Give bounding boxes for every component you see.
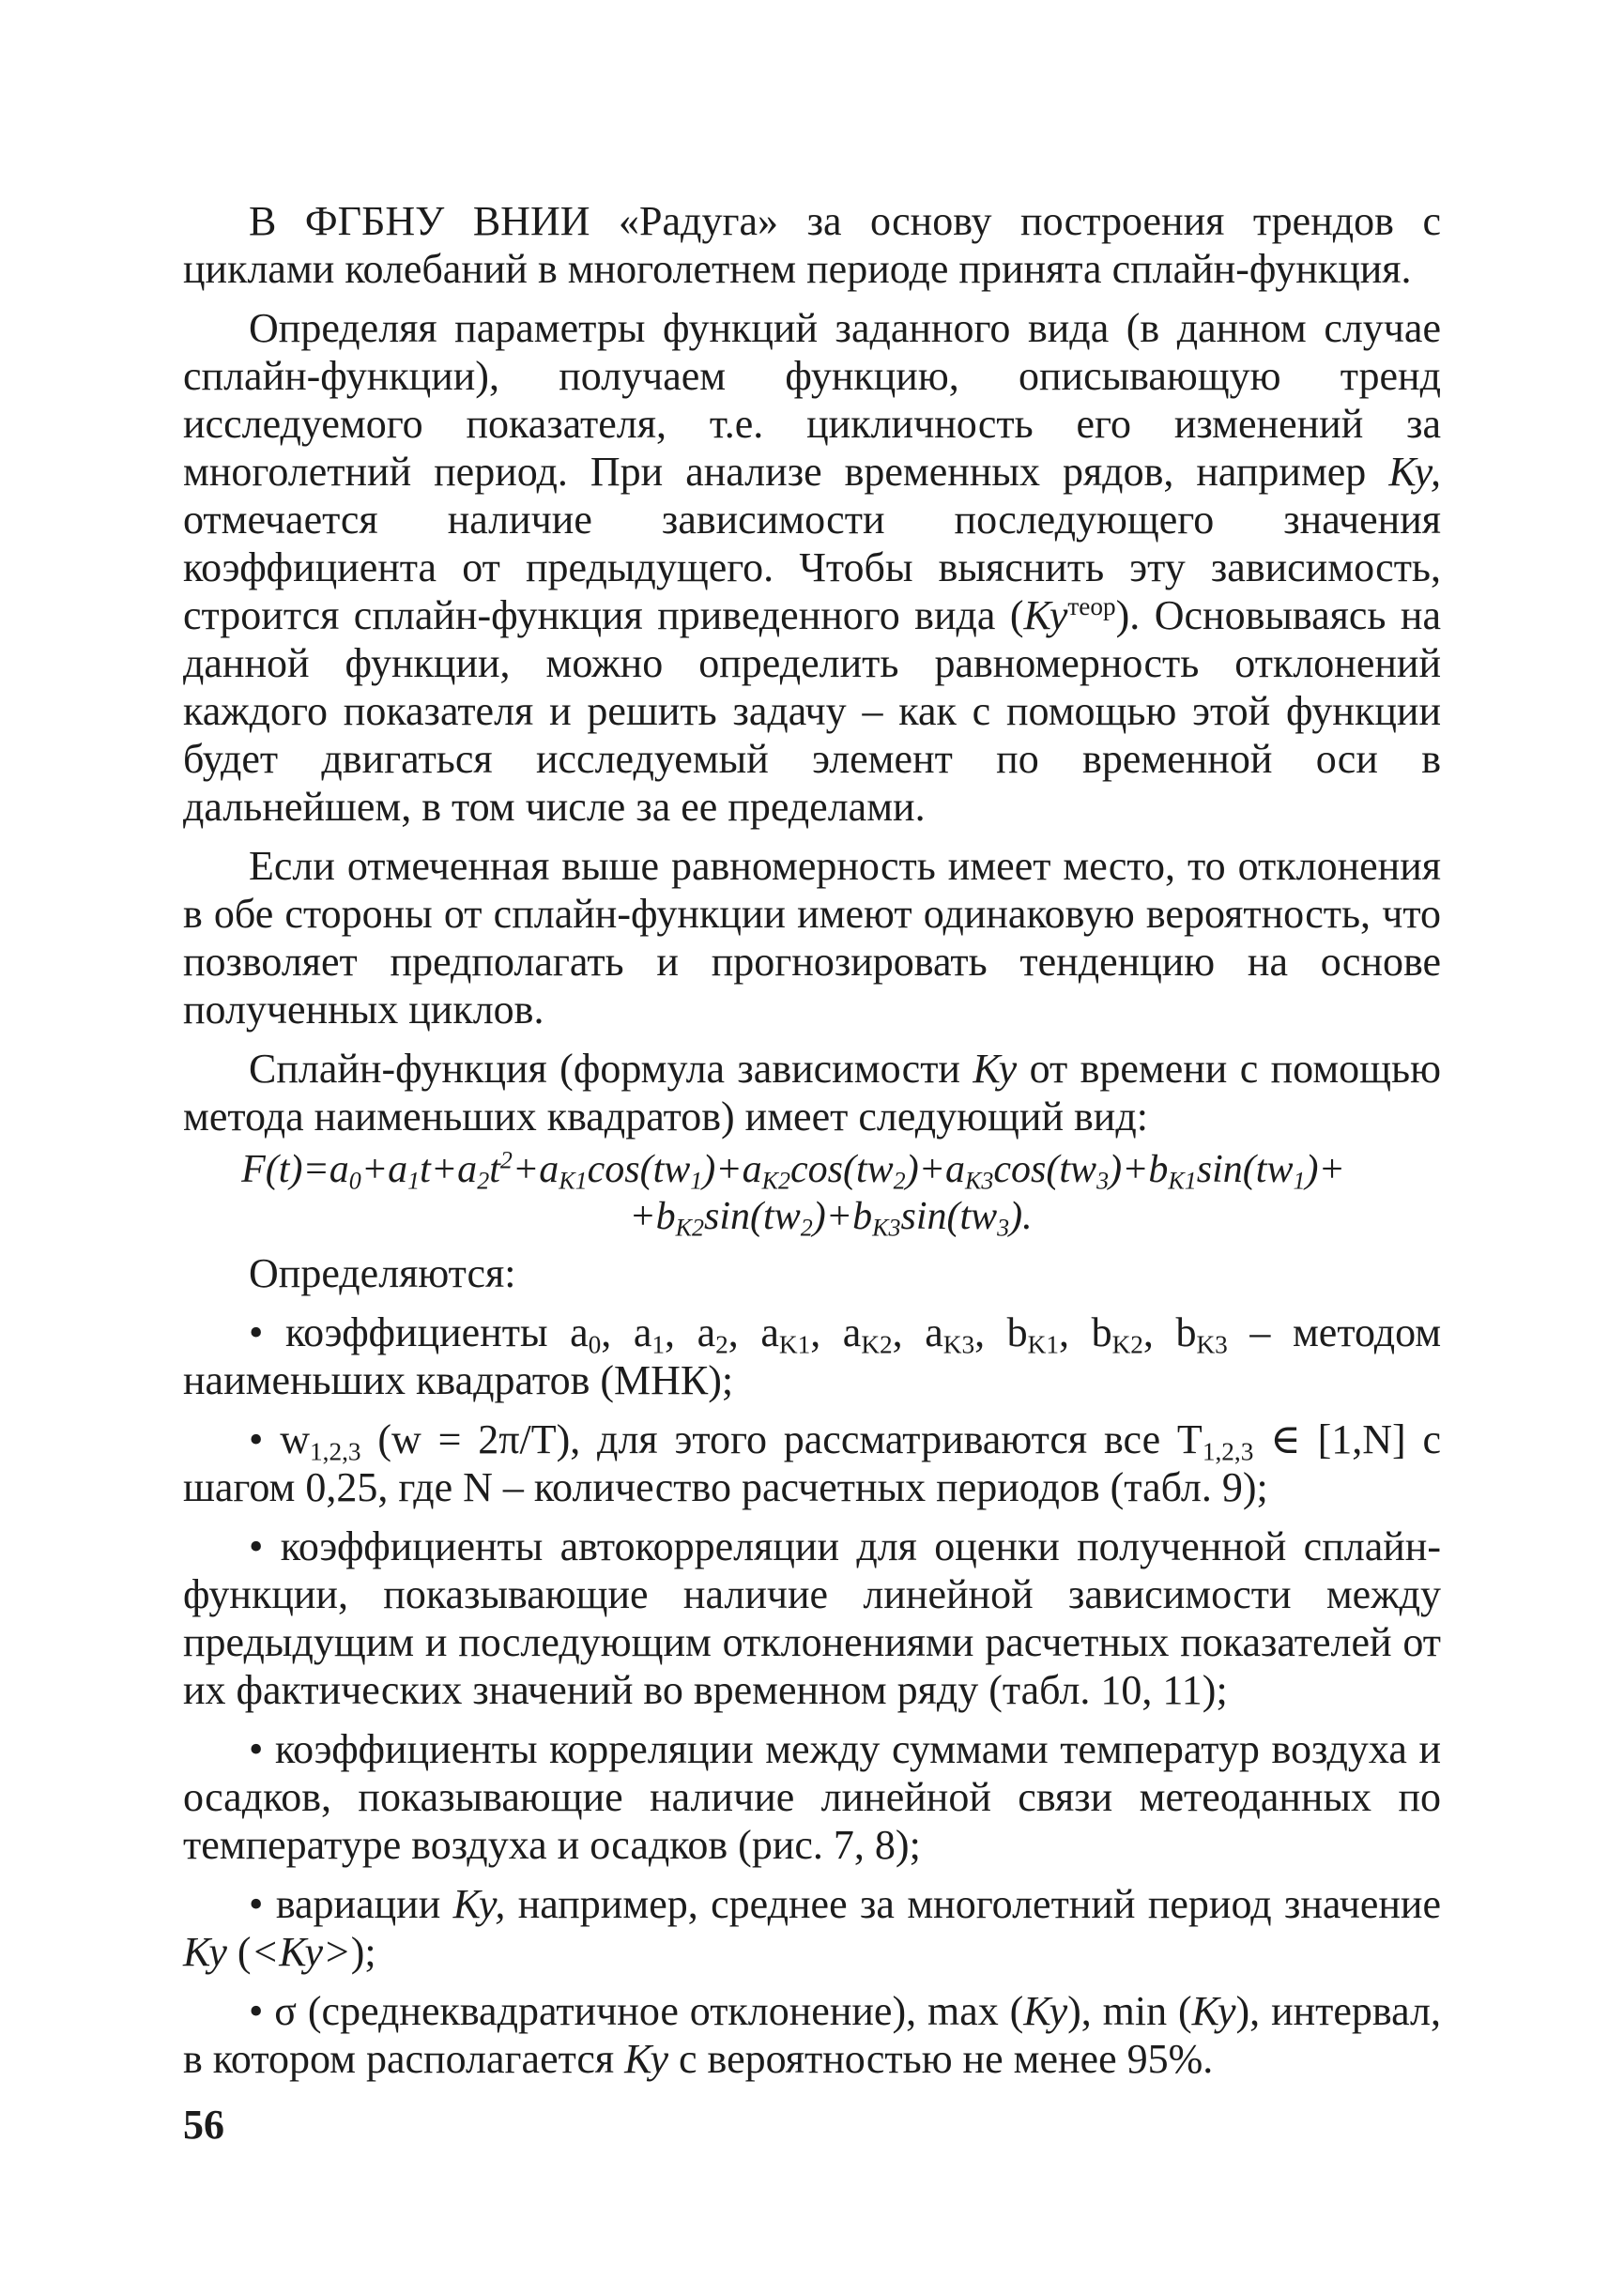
formula-part: +a (512, 1148, 559, 1191)
paragraph-2-text-c: отмечается наличие зависимости последующего значения коэффициента от предыдущего. Чтобы выяснить эту зависимость, строится сплайн-функция приведенного вида ( (183, 497, 1441, 638)
bullet-text: ∈ [1,N] с шагом 0,25, где N – количество расчетных периодов (табл. 9); (183, 1416, 1442, 1510)
paragraph-3-text: Если отмеченная выше равномерность имеет место, то отклонения в обе стороны от сплайн-функции имеют одинаковую вероятность, что позволяет предполагать и прогнозировать тенденцию на основе полученных циклов. (183, 843, 1441, 1033)
bullet-text: • вариации (249, 1881, 453, 1927)
bullet-2 (183, 1415, 1441, 1511)
teor-superscript: теор (1067, 592, 1116, 620)
ku-symbol: Ку (624, 2036, 669, 2082)
bullet-1 (183, 1308, 1441, 1404)
bullet-text: ( (226, 1929, 252, 1975)
bullet-text: например, среднее за многолетний период значение (505, 1881, 1441, 1927)
formula-part: )+ (1305, 1148, 1345, 1191)
bullet-sub: K3 (942, 1330, 975, 1359)
ku-symbol: Ку (973, 1046, 1018, 1092)
bullet-text: , a (601, 1309, 652, 1355)
paragraph-2 (183, 304, 1441, 831)
formula-sub: 1 (407, 1167, 421, 1195)
formula-part: sin(tw (704, 1195, 801, 1238)
ku-symbol: Ку, (452, 1881, 506, 1927)
formula-sub: K1 (1168, 1167, 1197, 1195)
bullet-3 (183, 1522, 1441, 1714)
paragraph-1-text: В ФГБНУ ВНИИ «Радуга» за основу построения трендов с циклами колебаний в многолетнем периоде принята сплайн-функция. (183, 198, 1441, 292)
ku-symbol: Ку (1023, 592, 1068, 638)
bullet-text: , a (810, 1309, 862, 1355)
formula-sub: K1 (559, 1167, 588, 1195)
paragraph-2-text-a: Определяя параметры функций заданного вида (в данном случае сплайн-функции), получаем функцию, описывающую тренд исследуемого показателя, т.е. цикличность его изменений за многолетний период. При анализе временных рядов, например (183, 305, 1441, 495)
paragraph-5-text: Определяются: (249, 1250, 516, 1296)
bullet-text: • коэффициенты a (249, 1309, 589, 1355)
formula-sub: 2 (800, 1214, 813, 1242)
bullet-text: • коэффициенты автокорреляции для оценки полученной сплайн-функции, показывающие наличие линейной зависимости между предыдущим и последующим отклонениями расчетных показателей от их фактических значений во временном ряду (табл. 10, 11); (183, 1523, 1441, 1713)
formula-part: +a (360, 1148, 408, 1191)
bullet-text: , a (728, 1309, 779, 1355)
bullet-text: ), интервал, в котором располагается (183, 1988, 1441, 2082)
paragraph-4 (183, 1045, 1441, 1140)
bullet-sub: 1 (651, 1330, 666, 1359)
bullet-text: • коэффициенты корреляции между суммами температур воздуха и осадков, показывающие наличие линейной связи метеоданных по температуре воздуха и осадков (рис. 7, 8); (183, 1726, 1441, 1868)
formula-sub: K2 (761, 1167, 791, 1195)
bullet-sub: 0 (588, 1330, 602, 1359)
bullet-sub: 1,2,3 (310, 1437, 361, 1466)
formula-sub: K2 (675, 1214, 705, 1242)
formula-line-2 (183, 1193, 1441, 1240)
formula-part: sin(tw (900, 1195, 998, 1238)
formula-part: ). (1009, 1195, 1033, 1238)
paragraph-3 (183, 842, 1441, 1033)
bullet-text: , b (1059, 1309, 1112, 1355)
formula-part: sin(tw (1196, 1148, 1294, 1191)
bullet-5 (183, 1880, 1441, 1976)
ku-symbol: Ку, (1388, 449, 1441, 495)
formula-part: cos(tw (587, 1148, 691, 1191)
formula-sub: 3 (1096, 1167, 1110, 1195)
bullet-6 (183, 1987, 1441, 2083)
spline-formula (183, 1146, 1441, 1240)
formula-part: cos(tw (993, 1148, 1097, 1191)
formula-part: cos(tw (790, 1148, 894, 1191)
ku-symbol: Ку (183, 1929, 227, 1975)
bullet-text: ); (350, 1929, 376, 1975)
bullet-text: ), min ( (1067, 1988, 1192, 2034)
paragraph-4-text-a: Сплайн-функция (формула зависимости (249, 1046, 973, 1092)
bullet-text: • σ (среднеквадратичное отклонение), max ( (249, 1988, 1024, 2034)
bullet-sub: 1,2,3 (1202, 1437, 1254, 1466)
bullet-4 (183, 1725, 1441, 1869)
bullet-sub: K3 (1196, 1330, 1228, 1359)
bullet-text: , a (665, 1309, 716, 1355)
paragraph-1 (183, 197, 1441, 293)
formula-part: )+b (812, 1195, 873, 1238)
ku-mean-symbol: <Ку> (251, 1929, 351, 1975)
ku-symbol: Ку (1191, 1988, 1236, 2034)
bullet-sub: K1 (1027, 1330, 1059, 1359)
bullet-text: , b (1142, 1309, 1197, 1355)
bullet-text: , b (974, 1309, 1028, 1355)
paragraph-4-text-c: от времени с помощью метода наименьших квадратов) имеет следующий вид: (183, 1046, 1441, 1140)
formula-sub: K3 (872, 1214, 901, 1242)
bullet-text: (w = 2π/T), для этого рассматриваются все T (360, 1416, 1203, 1462)
formula-sub: 2 (893, 1167, 906, 1195)
formula-part: )+a (702, 1148, 762, 1191)
bullet-text: , a (892, 1309, 943, 1355)
formula-part: t+a (420, 1148, 478, 1191)
ku-symbol: Ку (1023, 1988, 1068, 2034)
formula-sub: K3 (965, 1167, 994, 1195)
formula-sub: 0 (348, 1167, 361, 1195)
formula-sup: 2 (499, 1146, 513, 1174)
formula-part: F(t)=a (241, 1148, 349, 1191)
formula-line-1 (183, 1146, 1441, 1193)
formula-sub: 2 (477, 1167, 490, 1195)
formula-part: +b (629, 1195, 676, 1238)
page-body (183, 197, 1441, 2083)
bullet-text: • w (249, 1416, 311, 1462)
bullet-text: с вероятностью не менее 95%. (668, 2036, 1214, 2082)
bullet-sub: K2 (861, 1330, 893, 1359)
formula-sub: 3 (997, 1214, 1010, 1242)
formula-part: )+b (1109, 1148, 1169, 1191)
formula-sub: 1 (690, 1167, 703, 1195)
bullet-sub: K1 (778, 1330, 811, 1359)
paragraph-2-text-f: ). Основываясь на данной функции, можно определить равномерность отклонений каждого показателя и решить задачу – как с помощью этой функции будет двигаться исследуемый элемент по временной оси в дальнейшем, в том числе за ее пределами. (183, 592, 1441, 830)
formula-part: )+a (905, 1148, 966, 1191)
formula-part: t (489, 1148, 500, 1191)
paragraph-5 (183, 1249, 1441, 1297)
bullet-sub: K2 (1111, 1330, 1143, 1359)
page-number: 56 (183, 2102, 224, 2148)
bullet-sub: 2 (715, 1330, 728, 1359)
bullet-text: – методом наименьших квадратов (МНК); (183, 1309, 1442, 1403)
formula-sub: 1 (1293, 1167, 1306, 1195)
